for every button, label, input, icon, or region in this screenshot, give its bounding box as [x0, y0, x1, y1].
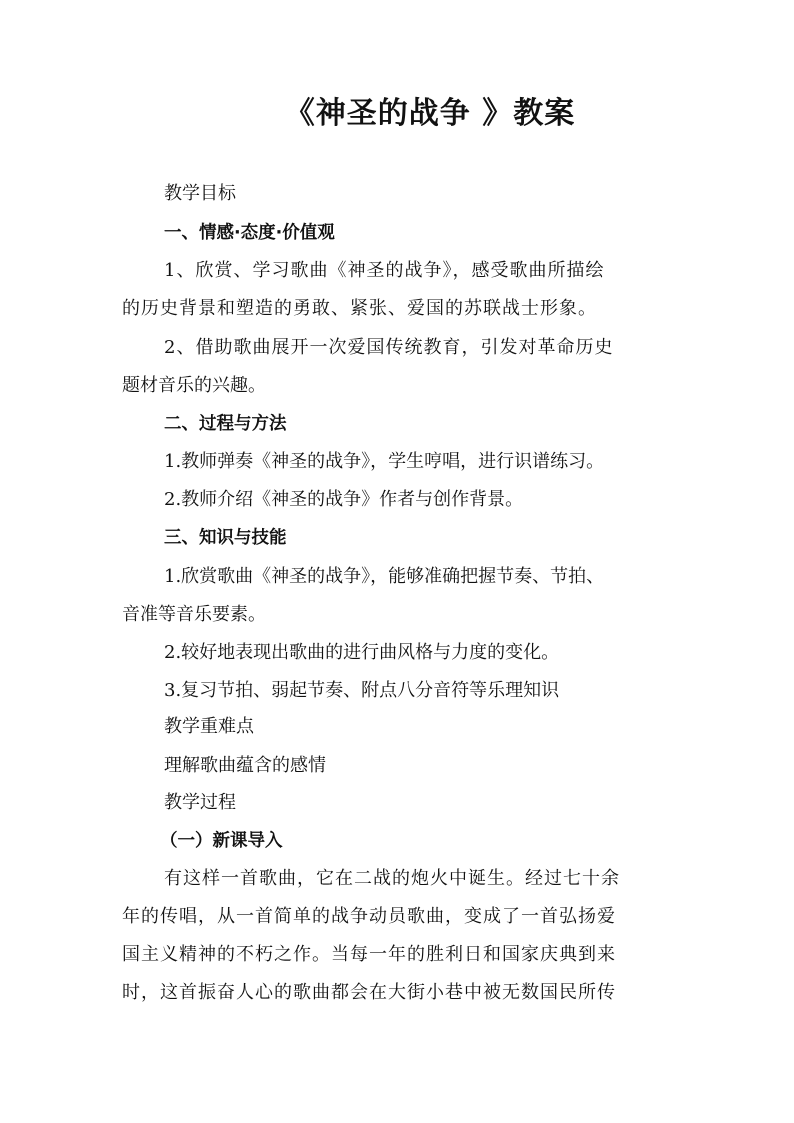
subheading-knowledge-skills: 三、知识与技能 — [164, 528, 287, 548]
paragraph-line: 2.教师介绍《神圣的战争》作者与创作背景。 — [164, 489, 524, 510]
section-heading-teaching-goals: 教学目标 — [164, 183, 236, 204]
paragraph-line: 2.较好地表现出歌曲的进行曲风格与力度的变化。 — [164, 642, 560, 663]
paragraph-line: 的历史背景和塑造的勇敢、紧张、爱国的苏联战士形象。 — [122, 298, 597, 319]
paragraph-line: 理解歌曲蕴含的感情 — [164, 755, 326, 776]
section-heading-teaching-process: 教学过程 — [164, 792, 236, 813]
paragraph-line: 题材音乐的兴趣。 — [122, 375, 266, 396]
paragraph-line: 1.欣赏歌曲《神圣的战争》，能够准确把握节奏、节拍、 — [164, 566, 605, 587]
paragraph-line: 2、借助歌曲展开一次爱国传统教育，引发对革命历史 — [164, 337, 614, 358]
subheading-process-methods: 二、过程与方法 — [164, 414, 287, 434]
subheading-emotion-attitude-values: 一、情感·态度·价值观 — [164, 223, 335, 243]
document-title-text: 《神圣的战争 》教案 — [284, 96, 576, 131]
section-heading-key-difficult-points: 教学重难点 — [164, 716, 254, 737]
subheading-new-lesson-intro: （一）新课导入 — [160, 831, 283, 851]
paragraph-line: 1、欣赏、学习歌曲《神圣的战争》，感受歌曲所描绘 — [164, 260, 605, 281]
paragraph-line: 3.复习节拍、弱起节奏、附点八分音符等乐理知识 — [164, 680, 560, 701]
document-title — [0, 94, 794, 134]
paragraph-line: 国主义精神的不朽之作。当每一年的胜利日和国家庆典到来 — [122, 944, 616, 965]
paragraph-line: 音准等音乐要素。 — [122, 604, 266, 625]
paragraph-line: 时，这首振奋人心的歌曲都会在大街小巷中被无数国民所传 — [122, 982, 616, 1003]
paragraph-line: 有这样一首歌曲，它在二战的炮火中诞生。经过七十余 — [164, 868, 620, 889]
paragraph-line: 1.教师弹奏《神圣的战争》，学生哼唱，进行识谱练习。 — [164, 451, 605, 472]
paragraph-line: 年的传唱，从一首简单的战争动员歌曲，变成了一首弘扬爱 — [122, 906, 616, 927]
